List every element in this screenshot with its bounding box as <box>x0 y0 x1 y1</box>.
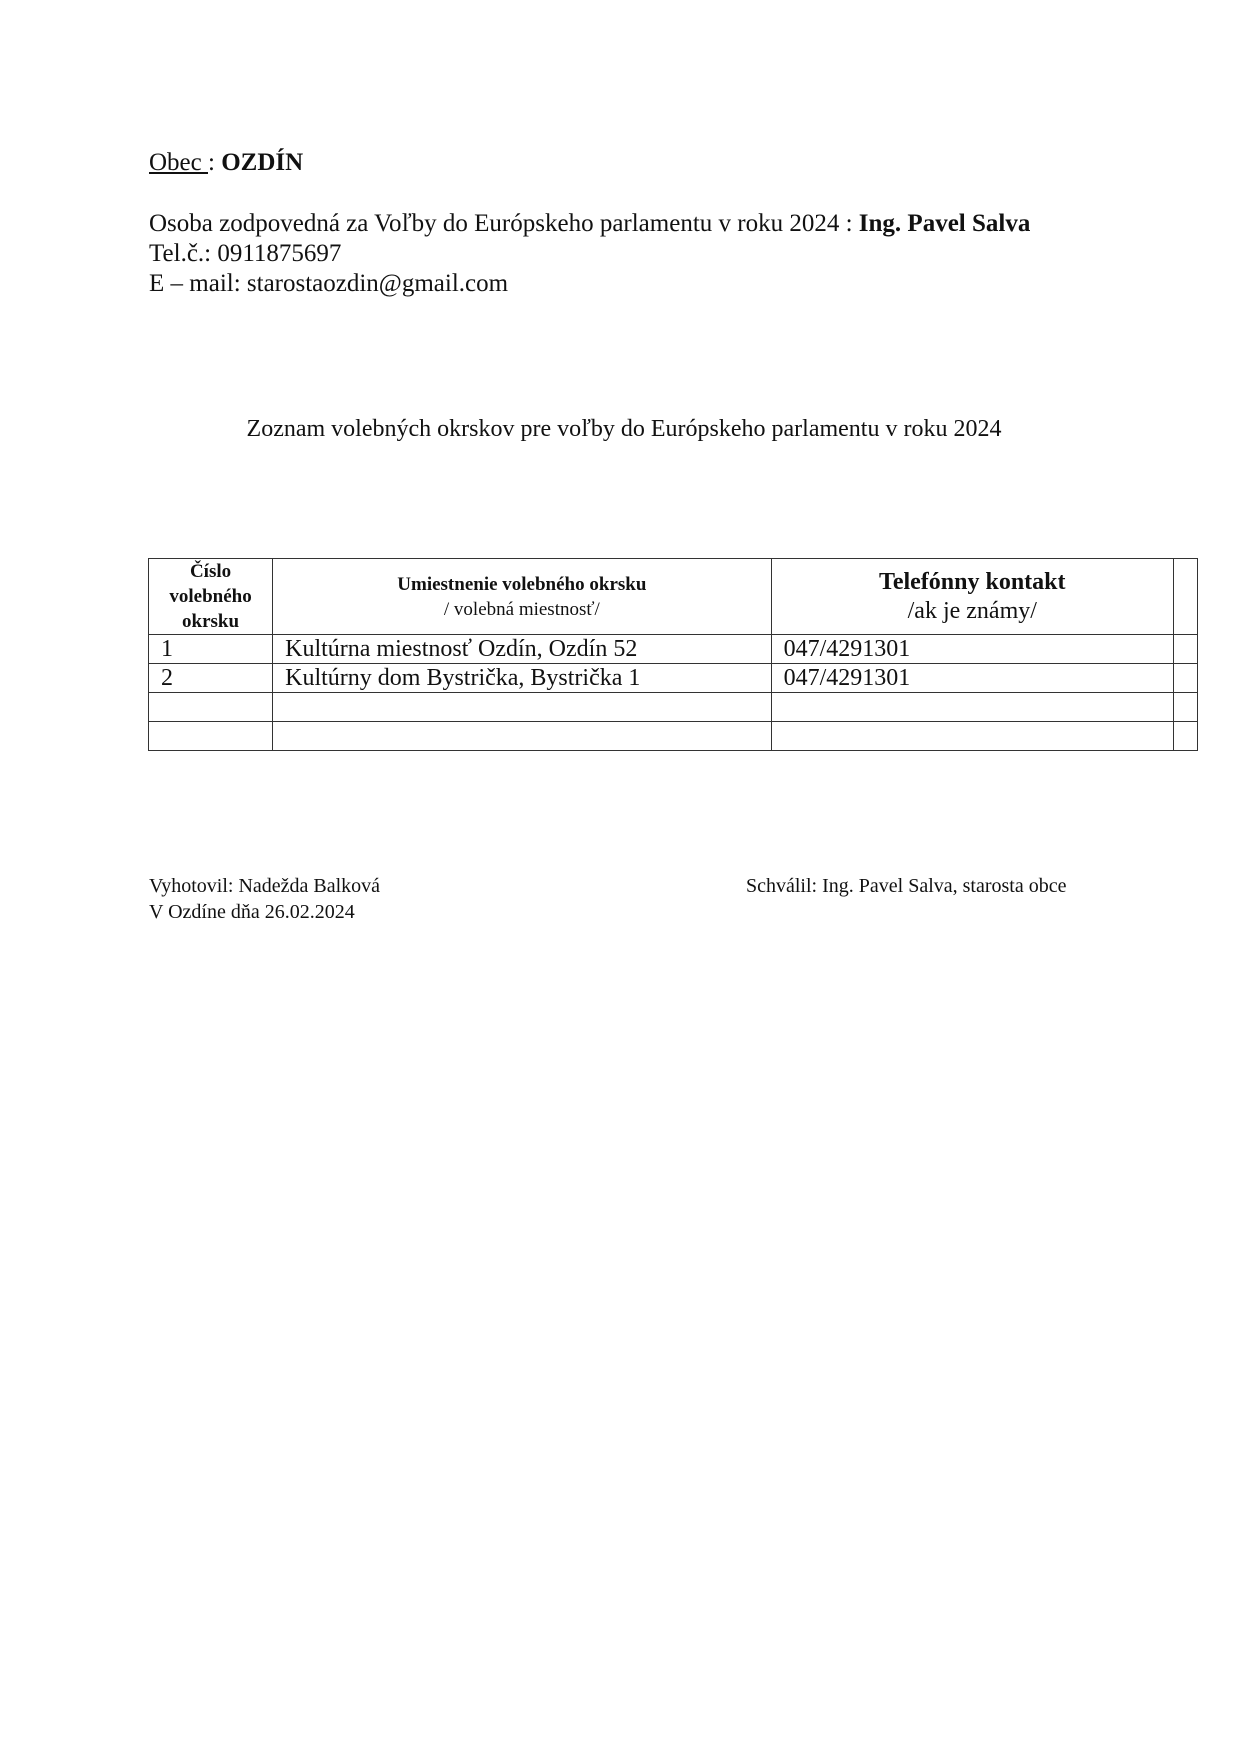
district-number <box>149 693 273 722</box>
empty-cell <box>1173 693 1197 722</box>
header-number-line3: okrsku <box>182 611 240 632</box>
districts-table <box>148 558 1198 751</box>
district-number <box>149 722 273 751</box>
empty-cell <box>1173 635 1197 664</box>
email-line: E – mail: starostaozdin@gmail.com <box>149 270 509 297</box>
header-phone-contact <box>771 559 1173 635</box>
list-title: Zoznam volebných okrskov pre voľby do Európskeho parlamentu v roku 2024 <box>246 416 1002 442</box>
empty-cell <box>1173 722 1197 751</box>
municipality-separator: : <box>208 149 222 176</box>
table-row <box>149 693 1198 722</box>
table-row <box>149 635 1198 664</box>
header-empty-cell <box>1173 559 1197 635</box>
responsible-person-line <box>149 209 1030 239</box>
municipality-name: OZDÍN <box>221 149 304 176</box>
district-location: Kultúrna miestnosť Ozdín, Ozdín 52 <box>273 635 771 664</box>
empty-cell <box>1173 664 1197 693</box>
header-district-location <box>273 559 771 635</box>
prepared-by: Vyhotovil: Nadežda Balková <box>149 875 381 897</box>
district-number: 1 <box>149 635 273 664</box>
table-row <box>149 664 1198 693</box>
header-location-sub: / volebná miestnosť/ <box>443 598 600 620</box>
municipality-label: Obec <box>149 149 208 176</box>
footer-prepared-block <box>149 873 380 925</box>
district-location: Kultúrny dom Bystrička, Bystrička 1 <box>273 664 771 693</box>
municipality-line <box>149 147 303 179</box>
place-and-date: V Ozdíne dňa 26.02.2024 <box>149 901 355 923</box>
district-phone <box>771 722 1173 751</box>
header-phone-main: Telefónny kontakt <box>879 568 1066 595</box>
district-phone: 047/4291301 <box>771 635 1173 664</box>
district-location <box>273 693 771 722</box>
contact-block <box>149 209 1030 299</box>
district-phone: 047/4291301 <box>771 664 1173 693</box>
responsible-person-label: Osoba zodpovedná za Voľby do Európskeho parlamentu v roku 2024 : <box>149 210 859 237</box>
footer-approved-block <box>746 873 1066 899</box>
approved-by: Schválil: Ing. Pavel Salva, starosta obce <box>746 875 1067 897</box>
header-number-line2: volebného <box>169 586 252 607</box>
table-header-row <box>149 559 1198 635</box>
header-number-line1: Číslo <box>189 561 232 582</box>
district-phone <box>771 693 1173 722</box>
header-location-main: Umiestnenie volebného okrsku <box>397 573 647 595</box>
phone-line: Tel.č.: 0911875697 <box>149 240 342 267</box>
responsible-person-name: Ing. Pavel Salva <box>858 210 1031 237</box>
header-district-number <box>149 559 273 635</box>
header-phone-sub: /ak je známy/ <box>907 597 1037 624</box>
district-number: 2 <box>149 664 273 693</box>
table-row <box>149 722 1198 751</box>
district-location <box>273 722 771 751</box>
